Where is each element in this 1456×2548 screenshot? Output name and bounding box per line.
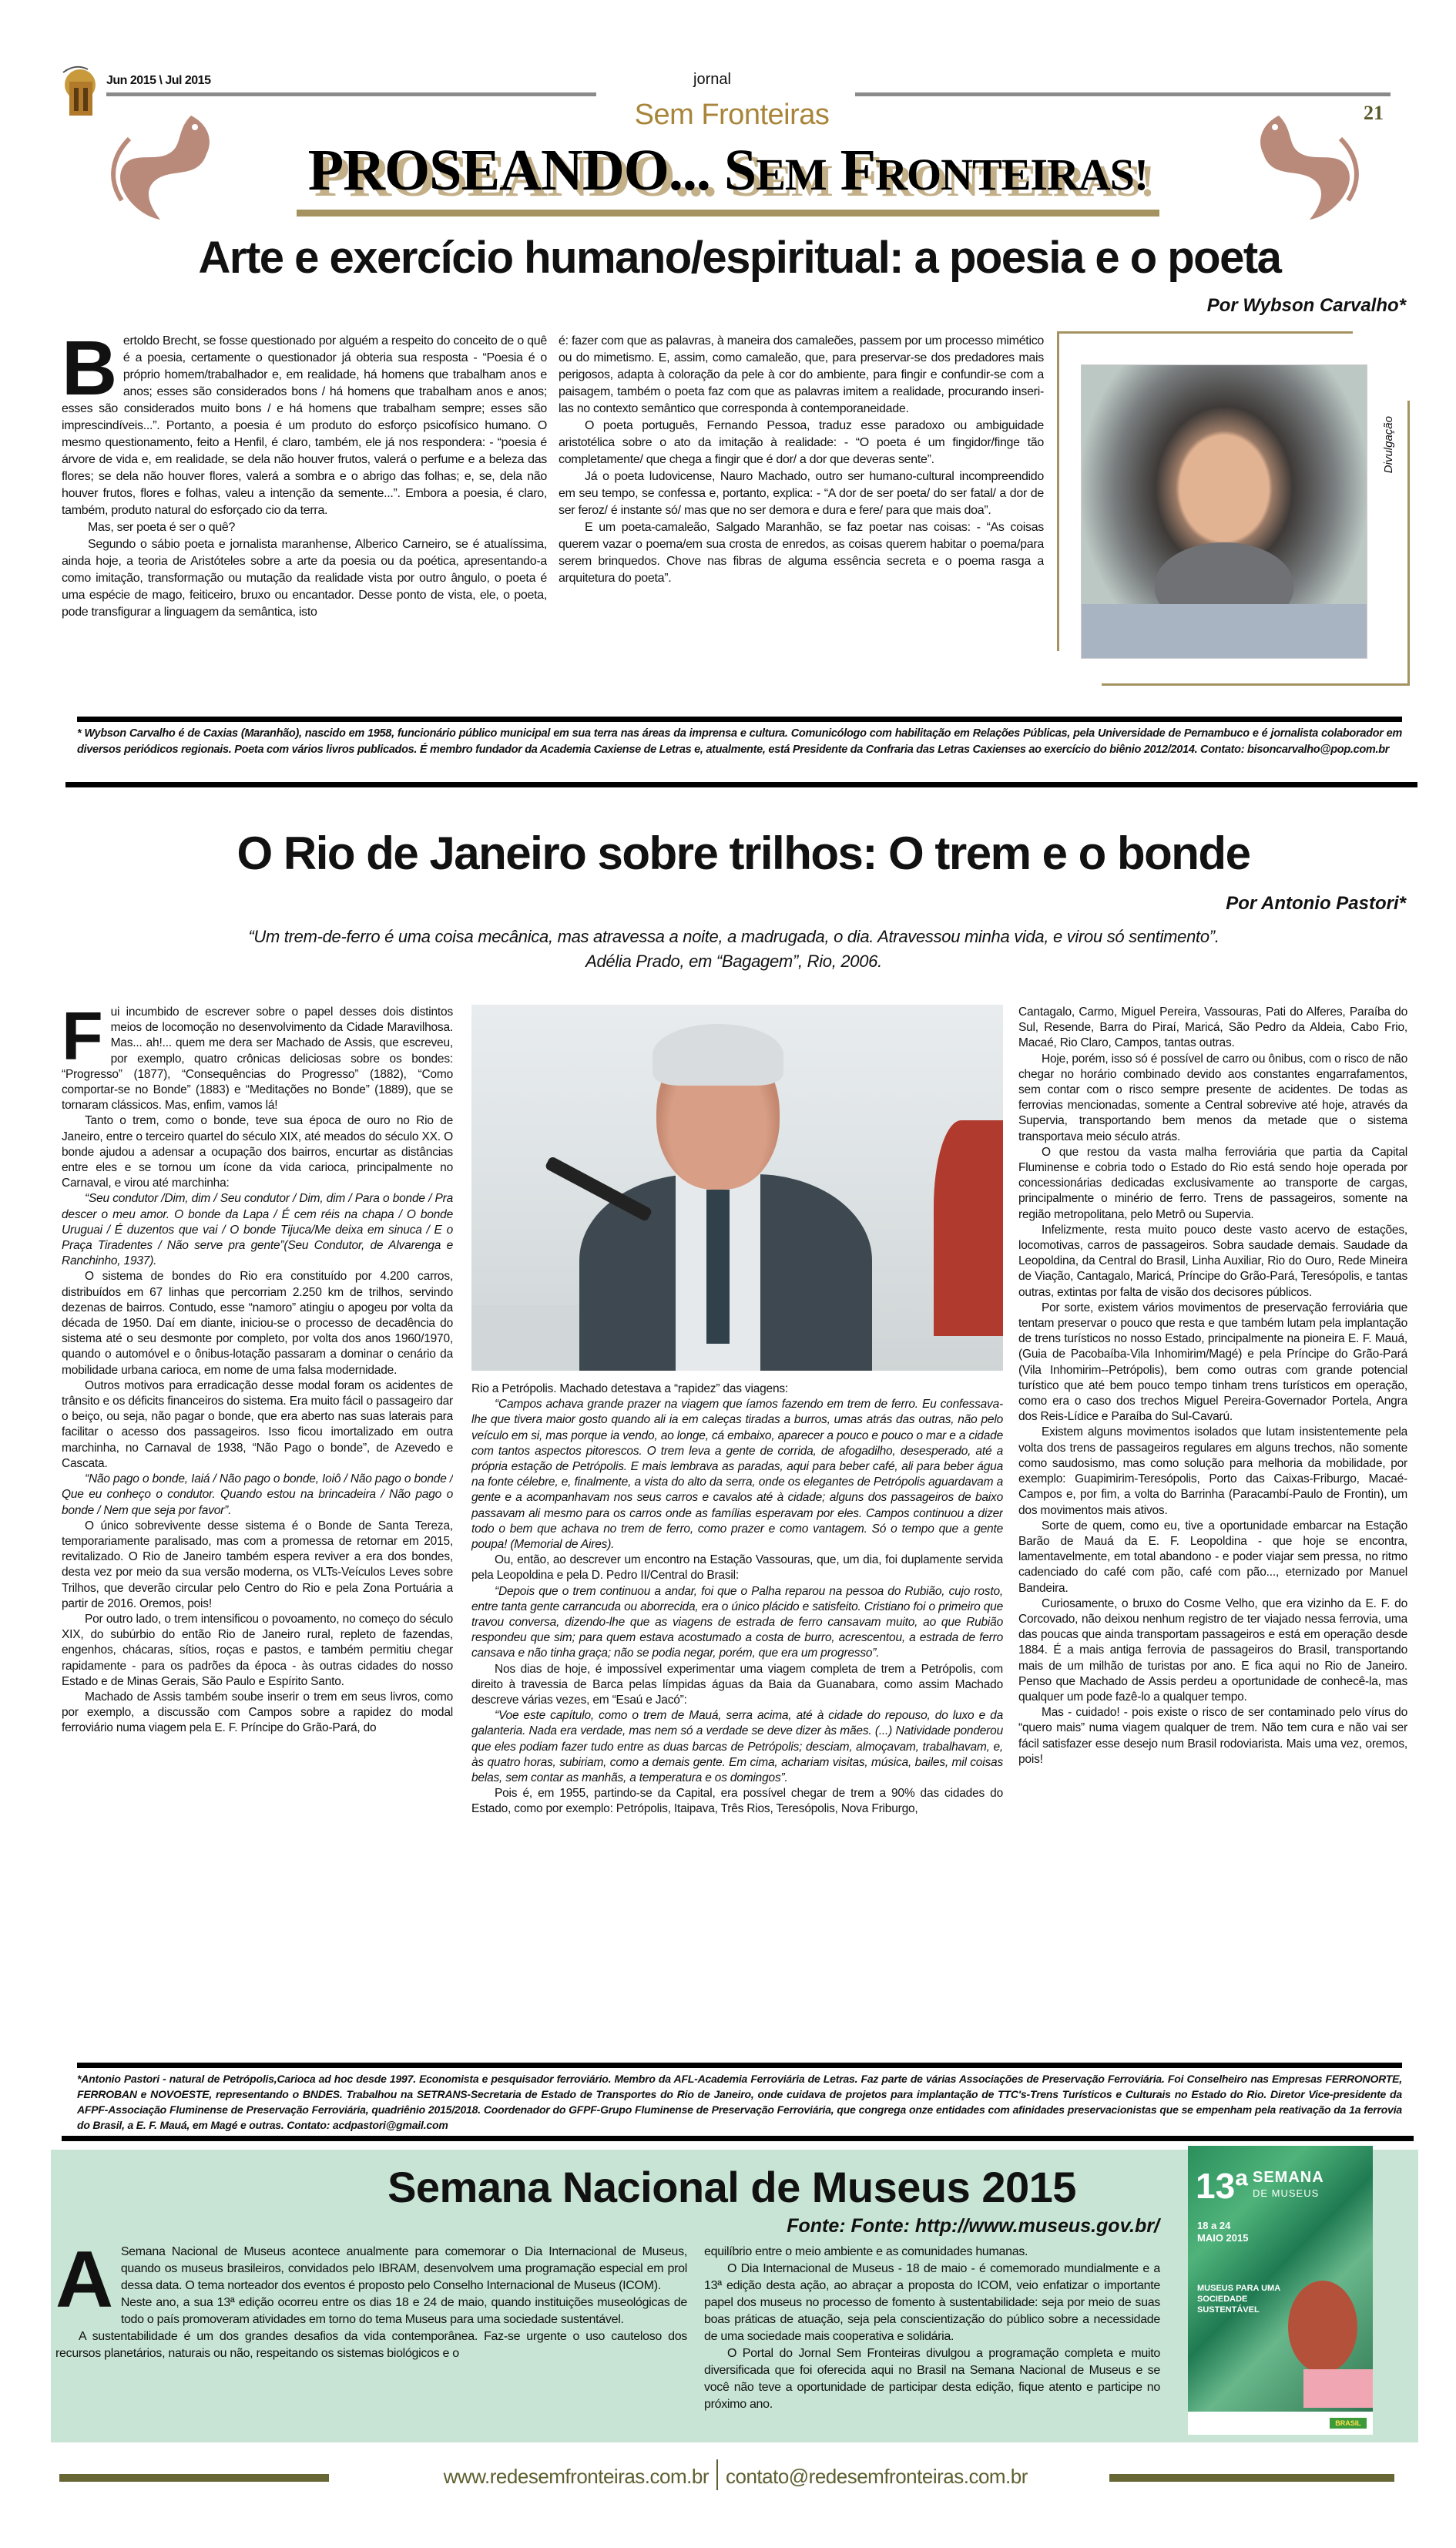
article2-quote: “Não pago o bonde, Iaiá / Não pago o bonde, Ioiô / Não pago o bonde / Que eu conheço o condutor. Quando estou na brincadeira / Não pago o bonde / Nem que seja por favor”.: [62, 1472, 453, 1517]
brand-prefix: jornal: [693, 71, 731, 88]
section-title-sem-rest: EM: [756, 149, 827, 200]
footer-website-link[interactable]: www.redesemfronteiras.com.br: [443, 2465, 709, 2488]
article2-paragraph: Existem alguns movimentos isolados que lutam insistentemente pela volta dos trens de passageiros regulares em alguns trechos, não somente como saudosismo, mas como solução para melhoria da mobilidade, por exemplo: Guapimirim-Teresópolis, Porto das Caixas-Friburgo, Macaé-Campos e, por fim, a volta do Barrinha (Paracambí-Paulo de Frontin), um dos movimentos mais ativos.: [1018, 1425, 1407, 1517]
poster-dates: 18 a 24 MAIO 2015: [1197, 2220, 1249, 2244]
article2-author-bio: *Antonio Pastori - natural de Petrópolis,Carioca ad hoc desde 1997. Economista e pesquisador ferroviário. Membro da AFL-Academia Ferroviária de Letras. Faz parte de várias Associações de Preservação Ferroviária. Foi Conselheiro nas Empresas FERRONORTE, FERROBAN e NOVOESTE, representando o BNDES. Trabalhou na SETRANS-Secretaria de Estado de Transportes do Rio de Janeiro, onde cuidava de projetos para implantação de TTC's-Trens Turísticos e Culturais no Estado do Rio. Diretor Vice-presidente da AFPF-Associação Fluminense de Preservação Ferroviária, quadriênio 2015/2018. Coordenador do GFPF-Grupo Fluminense de Preservação Ferroviária, que congrega onze entidades com afinidades preservacionistas que se empenham pela reativação da 1a ferrovia do Brasil, a E. F. Mauá, em Magé e outras. Contato: acdpastori@gmail.com: [77, 2073, 1402, 2131]
bio-rule-bottom: [65, 782, 1417, 787]
bio-rule-top: [77, 2063, 1402, 2068]
article2-paragraph: Hoje, porém, isso só é possível de carro ou ônibus, com o risco de não chegar no horário combinado devido aos constantes engarrafamentos, sem contar com o risco sempre presente de acidentes. De todas as ferrovias mencionadas, somente a Central sobrevive até hoje, através da Supervia, transportando bem menos da metade que o sistema transportava meio século atrás.: [1018, 1052, 1407, 1143]
article2-paragraph: Por outro lado, o trem intensificou o povoamento, no começo do século XIX, do subúrbio do então Rio de Janeiro rural, repleto de fazendas, engenhos, chácaras, sítios, roças e pastos, e também permitiu chegar rapidamente - para os padrões da época - às outras cidades do nosso Estado e de Minas Gerais, São Paulo e Espírito Santo.: [62, 1612, 453, 1688]
article2-paragraph: Infelizmente, resta muito pouco deste vasto acervo de estações, locomotivas, carros de passageiros. Sobra saudade demais. Saudade da Leopoldina, da Central do Brasil, Linha Auxiliar, Rio do Ouro, Rede Mineira de Viação, Cantagalo, Maricá, Príncipe do Grão-Pará, Teresópolis, e tantas outras, extintas por falta de visão dos decisores públicos.: [1018, 1223, 1407, 1299]
article2-paragraph: Por sorte, existem vários movimentos de preservação ferroviária que tentam preservar o pouco que resta e que também lutam pela implantação de trens turísticos no nosso Estado, principalmente na pioneira E. F. Mauá, (Guia de Pacobaíba-Vila Inhomirim/Magé) e pela Príncipe do Grão-Pará (Vila Inhomirim--Petrópolis), bem como outras com grande potencial turístico que até bem pouco tempo tinham trens turísticos em operação, como era o caso dos trechos Miguel Pereira-Governador Portela, Angra dos Reis-Lídice e Paraíba do Sul-Cavarú.: [1018, 1301, 1407, 1424]
museum-paragraph: O Dia Internacional de Museus - 18 de maio - é comemorado mundialmente e a 13ª edição desta ação, ao abraçar a proposta do ICOM, veio enfatizar o importante papel dos museus no processo de fomento à sustentabilidade: seja por meio de suas boas práticas de atuação, seja pela conscientização do público sobre a necessidade de uma sociedade mais cooperativa e solidária.: [704, 2262, 1160, 2343]
museum-paragraph: equilíbrio entre o meio ambiente e as comunidades humanas.: [704, 2245, 1028, 2258]
section-title-sem-initial: S: [723, 138, 757, 203]
section-title-fr-rest: RONTEIRAS!: [875, 149, 1149, 200]
masthead-rule-right: [855, 92, 1391, 96]
article2-paragraph: Mas - cuidado! - pois existe o risco de ser contaminado pelo vírus do “quero mais” numa viagem qualquer de trem. Não tem cura e não vai ser fácil satisfazer esse desejo num Brasil rodoviarista. Mais uma vez, oremos, pois!: [1018, 1706, 1407, 1766]
section-title: [208, 137, 1248, 206]
article2-dropcap: F: [62, 1005, 103, 1074]
article2-paragraph: O sistema de bondes do Rio era constituído por 4.200 carros, distribuídos em 67 linhas que percorriam 2.250 km de trilhos, servindo dezenas de bairros. Contudo, esse “namoro” atingiu o apogeu por volta da década de 1950. Daí em diante, iniciou-se o processo de decadência do sistema até o seu desmonte por completo, por volta dos anos 1960/1970, quando o automóvel e o ônibus-lotação passaram a dominar o cenário da mobilidade urbana carioca, em nome de uma falsa modernidade.: [62, 1270, 453, 1377]
article1-paragraph: Já o poeta ludovicense, Nauro Machado, outro ser humano-cultural incompreendido em seu tempo, se confessa e, portanto, explica: - “A dor de ser poeta/ do ser fatal/ a dor de ser feroz/ é instante só/ mas que no ser demora e dura e fere/ para que mais doa”.: [559, 470, 1044, 517]
photo-shirt: [1082, 604, 1367, 658]
article2-paragraph: O que restou da vasta malha ferroviária que partia da Capital Fluminense e cobria todo o Estado do Rio está sendo hoje operada por concessionárias dedicadas exclusivamente ao transporte de cargas, principalmente o minério de ferro. Trens de passageiros, somente na região metropolitana, pelo Metrô ou Supervia.: [1018, 1145, 1407, 1221]
article2-paragraph: Pois é, em 1955, partindo-se da Capital, era possível chegar de trem a 90% das cidades do Estado, como por exemplo: Petrópolis, Itaipava, Três Rios, Teresópolis, Nova Friburgo,: [471, 1787, 1003, 1816]
museum-paragraph-text: Semana Nacional de Museus acontece anualmente para comemorar o Dia Internacional de Museus, quando os museus brasileiros, convidados pelo IBRAM, desenvolvem uma programação especial em prol dessa data. O tema norteador dos eventos é proposto pelo Conselho Internacional de Museus (ICOM).: [120, 2245, 687, 2292]
article2-quote: “Depois que o trem continuou a andar, foi que o Palha reparou na pessoa do Rubião, cujo rosto, entre tanta gente carrancuda ou aborrecida, era o único plácido e satisfeito. Cristiano foi o primeiro que travou conversa, dizendo-lhe que as viagens de estrada de ferro cansavam muito, ao que Rubião respondeu que sim; para quem estava acostumado a costa de burro, acrescentou, a estrada de ferro cansava e não tinha graça; não se podia negar, porém, que era um progresso”.: [471, 1584, 1003, 1660]
museum-paragraph: Neste ano, a sua 13ª edição ocorreu entre os dias 18 e 24 de maio, quando instituições museológicas de todo o país promoveram atividades em torno do tema Museus para uma sociedade sustentável.: [120, 2296, 687, 2326]
epigraph-quote: “Um trem-de-ferro é uma coisa mecânica, mas atravessa a noite, a madrugada, o dia. Atravessou minha vida, e virou só sentimento”.: [248, 927, 1219, 946]
article2-column-3: [1018, 1005, 1407, 2057]
museum-source: Fonte: Fonte: http://www.museus.gov.br/: [787, 2215, 1159, 2237]
issue-date: Jun 2015 \ Jul 2015: [106, 74, 211, 87]
article1-paragraph-text: ertoldo Brecht, se fosse questionado por alguém a respeito do conceito de o quê é a poesia, certamente o questionador já obteria sua resposta - “Poesia é o próprio homem/trabalhador e, em realidade, há homens que trabalham anos e anos; esses são considerados bons / há homens que trabalham anos e anos; esses são considerados muito bons / e há homens que trabalham sempre; esses são imprescindíveis...”. Portanto, a poesia é um produto do esforço psicofísico humano. O mesmo questionamento, feito a Henfil, é claro, também, ele já nos respondera: - “poesia é árvore de vida e, em realidade, se dela não houver frutos, valerá o perfume e a beleza das flores; se dela não houver flores, valerá a sombra e o abrigo das folhas; e, se, dela não houver frutos, flores e folhas, valeu a intenção da semente...”. Embora a poesia, é claro, também, produto natural do esforçado cio da terra.: [62, 334, 547, 517]
speaker-photo-pastori: [471, 1005, 1003, 1371]
article1-paragraph: O poeta português, Fernando Pessoa, traduz esse paradoxo ou ambiguidade aristotélica sobre o ato da imitação à realidade: - “O poeta é um fingidor/finge tão completamente/ que chega a fingir que é dor/ a dor que deveras sente”.: [559, 419, 1044, 466]
page-number: 21: [1364, 102, 1384, 124]
masthead-rule-left: [106, 92, 596, 96]
article2-epigraph: [62, 925, 1406, 974]
article1-author-bio: * Wybson Carvalho é de Caxias (Maranhão), nascido em 1958, funcionário público municipal em sua terra nas áreas da imprensa e cultura. Comunicólogo com habilitação em Relações Públicas, pela Universidade de Pernambuco e é jornalista colaborador em diversos periódicos regionais. Poeta com vários livros publicados. É membro fundador da Academia Caxiense de Letras e, atualmente, está Presidente da Confraria das Letras Caxienses ao exercício do biênio 2012/2014. Contato: bisoncarvalho@pop.com.br: [77, 727, 1402, 756]
article2-title: O Rio de Janeiro sobre trilhos: O trem e o bonde: [237, 828, 1250, 879]
bio-rule-top: [77, 717, 1402, 722]
epigraph-source: Adélia Prado, em “Bagagem”, Rio, 2006.: [585, 952, 882, 971]
article2-paragraph: Rio a Petrópolis. Machado detestava a “rapidez” das viagens:: [471, 1382, 789, 1395]
poster-theme: MUSEUS PARA UMA SOCIEDADE SUSTENTÁVEL: [1197, 2284, 1280, 2315]
article1-byline: Por Wybson Carvalho*: [1206, 295, 1406, 316]
photo-credit: Divulgação: [1382, 416, 1395, 474]
photo-hair: [653, 1024, 783, 1086]
article2-paragraph: Ou, então, ao descrever um encontro na Estação Vassouras, que, um dia, foi duplamente servida pela Leopoldina e pela D. Pedro II/Central do Brasil:: [471, 1553, 1003, 1583]
article2-byline: Por Antonio Pastori*: [1226, 893, 1406, 914]
brand-name: Sem Fronteiras: [634, 99, 830, 131]
poster-title-1: SEMANA: [1253, 2169, 1324, 2186]
article2-paragraph: O único sobrevivente desse sistema é o Bonde de Santa Tereza, temporariamente paralisado, mas com a promessa de retornar em 2015, revitalizado. O Rio de Janeiro também espera reviver a era dos bondes, desta vez por meio da sua versão moderna, os VLTs-Veículos Leves sobre Trilhos, que deverão circular pelo Centro do Rio e pela Zona Portuária a partir de 2016. Oremos, pois!: [62, 1519, 453, 1610]
museum-column-1: [55, 2244, 687, 2436]
article2-column-1: [62, 1005, 453, 2057]
footer-rule-left: [59, 2474, 329, 2482]
article2-paragraph: Curiosamente, o bruxo do Cosme Velho, que era vizinho da E. F. do Corcovado, não deixou nenhum registro de ter viajado nessa ferrovia, uma das poucas que ainda transportam passageiros e está em operação desde 1884. É a mais antiga ferrovia de passageiros do Brasil, transportando mais de um milhão de turistas por ano. E fica aqui no Rio de Janeiro. Penso que Machado de Assis perdeu a oportunidade de conhecê-la, mas qualquer um pode fazê-lo a qualquer tempo.: [1018, 1596, 1407, 1704]
journal-logo-icon: [60, 62, 103, 125]
poster-edition: 13ª: [1196, 2166, 1249, 2206]
article1-dropcap: B: [62, 333, 117, 411]
article2-quote: “Campos achava grande prazer na viagem que íamos fazendo em trem de ferro. Eu confessava-lhe que tivera maior gosto quando ali ia em caleças tiradas a burros, umas atrás das outras, não pelo veículo em si, mas porque ia vendo, ao longe, cá embaixo, aparecer a pouco e pouco o mar e a cidade com tantos aspectos pitorescos. O trem leva a gente de corrida, de afogadilho, desesperado, até a própria estação de Petrópolis. E mais lembrava as paradas, aqui para beber café, ali para beber água na fonte célebre, e, finalmente, a vista do alto da serra, onde os elegantes de Petrópolis aguardavam a gente e a acompanhavam nos seus carros e cavalos até à cidade; alguns dos passageiros de baixo passavam ali mesmo para os carros onde as famílias esperavam por eles. Campos continuou a dizer todo o bem que achava no trem de ferro, como prazer e como vantagem. Só o tempo que a gente poupa! (Memorial de Aires).: [471, 1398, 1003, 1552]
article2-quote: “Seu condutor /Dim, dim / Seu condutor / Dim, dim / Para o bonde / Pra descer o meu amor. O bonde da Lapa / É cem réis na chapa / O bonde Uruguai / É duzentos que vai / O bonde Tijuca/Me deixa em sinuca / E o Praça Tiradentes / Não serve pra gente”(Seu Condutor, de Alvarenga e Ranchinho, 1937).: [62, 1192, 453, 1268]
footer-rule-right: [1109, 2474, 1394, 2482]
photo-banner: [471, 1305, 595, 1371]
footer-email-link[interactable]: contato@redesemfronteiras.com.br: [726, 2465, 1028, 2488]
article1-column-1: [62, 333, 547, 710]
article1-paragraph: Segundo o sábio poeta e jornalista maranhense, Alberico Carneiro, se é atualíssima, ainda hoje, a teoria de Aristóteles sobre a arte da poesia ou da poética, apresentando-a como imitação, transformação ou mutação da realidade vista por outro ângulo, o poeta é uma espécie de mago, feiticeiro, bruxo ou encantador. Desse ponto de vista, ele, o poeta, pode transfigurar a linguagem da semântica, isto: [62, 538, 547, 619]
museum-dropcap: A: [55, 2244, 113, 2325]
article1-title: Arte e exercício humano/espiritual: a poesia e o poeta: [198, 233, 1281, 283]
section-title-main: PROSEANDO...: [307, 138, 710, 203]
article1-paragraph: E um poeta-camaleão, Salgado Maranhão, se faz poetar nas coisas: - “As coisas querem vazar o poema/em sua crosta de enredos, as coisas querem habitar o poema/para serem brinquedos. Chove nas fibras de alguma essência secreta e o poema rasga a arquitetura do poeta”.: [559, 521, 1044, 585]
museum-title: Semana Nacional de Museus 2015: [387, 2163, 1076, 2211]
article2-paragraph: [62, 1005, 453, 1113]
poster-figure: [1288, 2281, 1357, 2373]
article2-paragraph-text: ui incumbido de escrever sobre o papel desses dois distintos meios de locomoção no desenvolvimento da Cidade Maravilhosa. Mas... ah!... quem me dera ser Machado de Assis, que escreveu, por exemplo, quatro crônicas deliciosas sobre os bondes: “Progresso” (1877), “Consequências do Progresso” (1882), “Como comportar-se no Bonde” (1883) e “Meditações no Bonde” (1889), que se tornaram clássicos. Mas, enfim, vamos lá!: [62, 1005, 453, 1113]
article1-column-2: [559, 333, 1044, 710]
article2-paragraph: Tanto o trem, como o bonde, teve sua época de ouro no Rio de Janeiro, entre o terceiro quartel do século XIX, até meados do século XX. O bonde ajudou a adensar a ocupação dos bairros, encurtar as distâncias entre eles e se tornou um ícone da vida carioca, principalmente no Carnaval, e virou até marchinha:: [62, 1114, 453, 1190]
article2-paragraph: Machado de Assis também soube inserir o trem em seus livros, como por exemplo, a discussão com Campos sobre a rapidez do modal ferroviário numa viagem pela E. F. Príncipe do Grão-Pará, do: [62, 1690, 453, 1735]
museum-week-poster: [1188, 2146, 1373, 2435]
article2-paragraph: Sorte de quem, como eu, tive a oportunidade embarcar na Estação Barão de Mauá da E. F. Leopoldina - que hoje se encontra, lamentavelmente, em total abandono - e poder viajar sem pressa, no ritmo cadenciado do café com pão, café com pão..., eternizado por Manuel Bandeira.: [1018, 1519, 1407, 1595]
section-title-fr-initial: F: [840, 138, 876, 203]
article2-quote: “Voe este capítulo, como o trem de Mauá, serra acima, até à cidade do repouso, do luxo e da galanteria. Nada era verdade, mas nem só a verdade se deve dizer às mães. (...) Natividade ponderou que eles podiam fazer tudo entre as duas barcas de Petrópolis; desciam, almoçavam, trabalhavam, e, às quatro horas, subiriam, como a demais gente. Em cima, achariam visitas, música, bailes, mil coisas belas, sem contar as manhãs, a temperatura e os domingos”.: [471, 1709, 1003, 1785]
article1-paragraph: Mas, ser poeta é ser o quê?: [88, 521, 236, 534]
article1-paragraph: é: fazer com que as palavras, à maneira dos camaleões, passem por um processo mimético ou do mimetismo. E, assim, como camaleão, que, para preservar-se dos predadores mais perigosos, adapta à coloração da pele à cor do ambiente, para fingir e confundir-se com a paisagem, também o poeta faz com que as palavras imitem a realidade, procurando inseri-las no contexto semântico que corresponda à contemporaneidade.: [559, 334, 1044, 415]
bird-ornament-right-icon: [1233, 108, 1371, 223]
poster-figure-shirt: [1303, 2369, 1373, 2408]
poster-title-2: DE MUSEUS: [1253, 2187, 1320, 2199]
article2-paragraph: Cantagalo, Carmo, Miguel Pereira, Vassouras, Pati do Alferes, Paraíba do Sul, Resende, Barra do Piraí, Maricá, São Pedro da Aldeia, Cabo Frio, Macaé, Rio Claro, Campos, tantas outras.: [1018, 1005, 1407, 1050]
section-title-underline: [297, 210, 1159, 217]
museum-paragraph: A sustentabilidade é um dos grandes desafios da vida contemporânea. Faz-se urgente o uso cauteloso dos recursos planetários, naturais ou não, respeitando os sistemas biológicos e o: [55, 2330, 687, 2360]
article1-paragraph: [62, 333, 547, 519]
photo-background-figure: [934, 1120, 1003, 1336]
article2-paragraph: Outros motivos para erradicação desse modal foram os acidentes de trânsito e os déficits financeiros do sistema. Era muito fácil o passageiro dar o beiço, ou seja, não pagar o bonde, que era aberto nas suas laterais para facilitar o acesso dos passageiros. Isso ficou imortalizado em outra marchinha, no Carnaval de 1938, “Não Pago o bonde”, de Azevedo e Cascata.: [62, 1378, 453, 1470]
museum-paragraph: O Portal do Jornal Sem Fronteiras divulgou a programação completa e muito diversificada que foi oferecida aqui no Brasil na Semana Nacional de Museus e se você não teve a oportunidade de participar desta edição, fique atento e participe no próximo ano.: [704, 2347, 1160, 2411]
bio-rule-bottom: [62, 2136, 1414, 2141]
author-photo-wybson: [1081, 364, 1367, 659]
brasil-logo-icon: BRASIL: [1330, 2418, 1367, 2429]
article2-paragraph: Nos dias de hoje, é impossível experimentar uma viagem completa de trem a Petrópolis, com direito à travessia de Barca pelas límpidas águas da Baia da Guanabara, como assim Machado descreve várias vezes, em “Esaú e Jacó”:: [471, 1662, 1003, 1707]
article2-column-2: [471, 1381, 1003, 2057]
museum-column-2: [704, 2244, 1160, 2436]
footer-separator: [716, 2459, 718, 2490]
photo-tie: [706, 1190, 730, 1344]
